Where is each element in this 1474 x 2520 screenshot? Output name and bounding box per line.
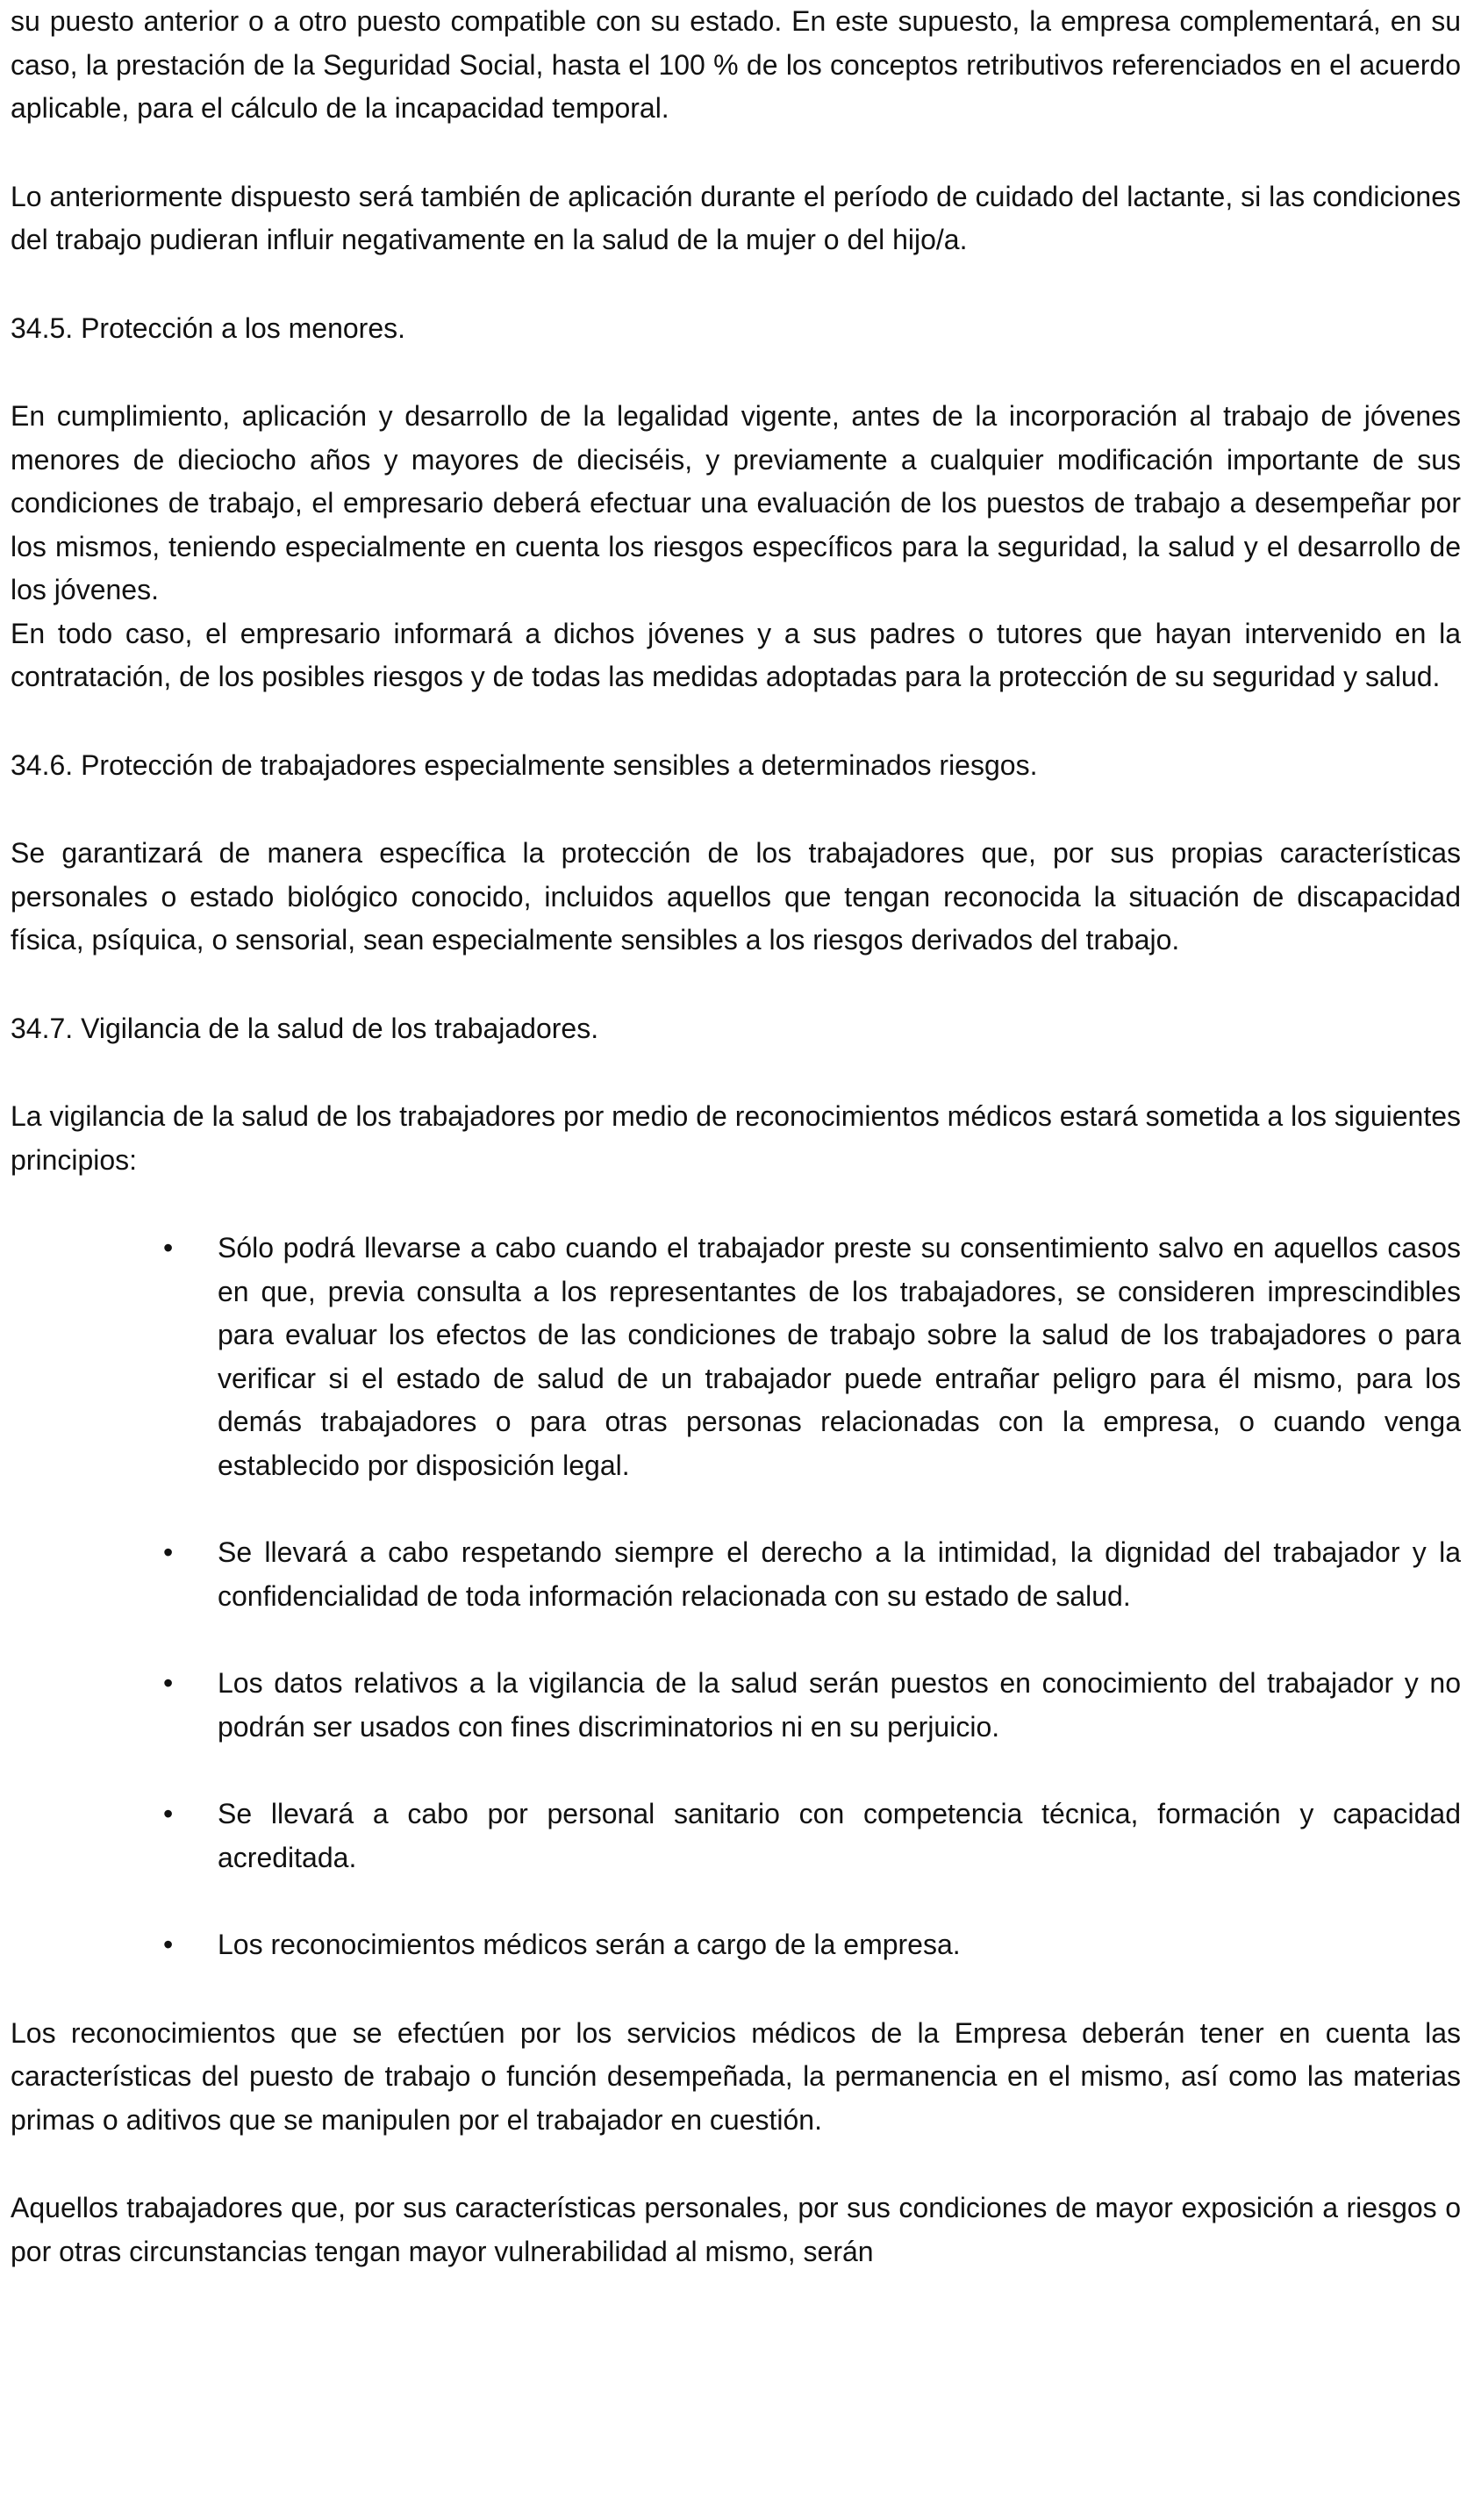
list-item-text: Los reconocimientos médicos serán a cargo de la empresa. [218, 1929, 961, 1960]
list-item [11, 1923, 1461, 1967]
heading-34-6: 34.6. Protección de trabajadores especialmente sensibles a determinados riesgos. [11, 748, 1038, 781]
paragraph-menores-informacion: En todo caso, el empresario informará a dichos jóvenes y a sus padres o tutores que hayan intervenido en la contratación, de los posibles riesgos y de todas las medidas adoptadas para la protección de su seguridad y salud. [11, 617, 1461, 692]
bullet-icon: • [163, 1929, 174, 1960]
list-item-text: Se llevará a cabo respetando siempre el derecho a la intimidad, la dignidad del trabajador y la confidencialidad de toda información relacionada con su estado de salud. [218, 1536, 1461, 1612]
paragraph-incapacidad: su puesto anterior o a otro puesto compatible con su estado. En este supuesto, la empresa complementará, en su caso, la prestación de la Seguridad Social, hasta el 100 % de los conceptos retributivos referenciados en el acuerdo aplicable, para el cálculo de la incapacidad temporal. [11, 5, 1461, 124]
bullet-icon: • [163, 1232, 174, 1264]
list-item [11, 1662, 1461, 1749]
paragraph-vigilancia-intro: La vigilancia de la salud de los trabajadores por medio de reconocimientos médicos estará sometida a los siguientes principios: [11, 1100, 1461, 1176]
list-item [11, 1227, 1461, 1487]
document-page [11, 0, 1461, 2273]
paragraph-vulnerabilidad: Aquellos trabajadores que, por sus características personales, por sus condiciones de mayor exposición a riesgos o por otras circunstancias tengan mayor vulnerabilidad al mismo, serán [11, 2192, 1461, 2267]
paragraph-sensibles: Se garantizará de manera específica la protección de los trabajadores que, por sus propias características personales o estado biológico conocido, incluidos aquellos que tengan reconocida la situación de discapacidad física, psíquica, o sensorial, sean especialmente sensibles a los riesgos derivados del trabajo. [11, 837, 1461, 956]
list-item [11, 1793, 1461, 1879]
list-item [11, 1531, 1461, 1618]
list-item-text: Sólo podrá llevarse a cabo cuando el trabajador preste su consentimiento salvo en aquellos casos en que, previa consulta a los representantes de los trabajadores, se consideren imprescindibles para evaluar los efectos de las condiciones de trabajo sobre la salud de los trabajadores o para verificar si el estado de salud de un trabajador puede entrañar peligro para él mismo, para los demás trabajadores o para otras personas relacionadas con la empresa, o cuando venga establecido por disposición legal. [218, 1232, 1461, 1481]
heading-34-5: 34.5. Protección a los menores. [11, 311, 406, 344]
list-item-text: Se llevará a cabo por personal sanitario con competencia técnica, formación y capacidad acreditada. [218, 1798, 1461, 1873]
bullet-icon: • [163, 1536, 174, 1568]
heading-34-7: 34.7. Vigilancia de la salud de los trabajadores. [11, 1012, 599, 1044]
bullet-icon: • [163, 1798, 174, 1829]
paragraph-menores-evaluacion: En cumplimiento, aplicación y desarrollo de la legalidad vigente, antes de la incorporación al trabajo de jóvenes menores de dieciocho años y mayores de dieciséis, y previamente a cualquier modificación importante de sus condiciones de trabajo, el empresario deberá efectuar una evaluación de los puestos de trabajo a desempeñar por los mismos, teniendo especialmente en cuenta los riesgos específicos para la seguridad, la salud y el desarrollo de los jóvenes. [11, 400, 1461, 605]
paragraph-reconocimientos: Los reconocimientos que se efectúen por los servicios médicos de la Empresa deberán tener en cuenta las características del puesto de trabajo o función desempeñada, la permanencia en el mismo, así como las materias primas o aditivos que se manipulen por el trabajador en cuestión. [11, 2016, 1461, 2136]
paragraph-lactante: Lo anteriormente dispuesto será también de aplicación durante el período de cuidado del lactante, si las condiciones del trabajo pudieran influir negativamente en la salud de la mujer o del hijo/a. [11, 180, 1461, 255]
bullet-icon: • [163, 1667, 174, 1699]
list-item-text: Los datos relativos a la vigilancia de la salud serán puestos en conocimiento del trabajador y no podrán ser usados con fines discriminatorios ni en su perjuicio. [218, 1667, 1461, 1743]
principles-list [11, 1227, 1461, 1967]
